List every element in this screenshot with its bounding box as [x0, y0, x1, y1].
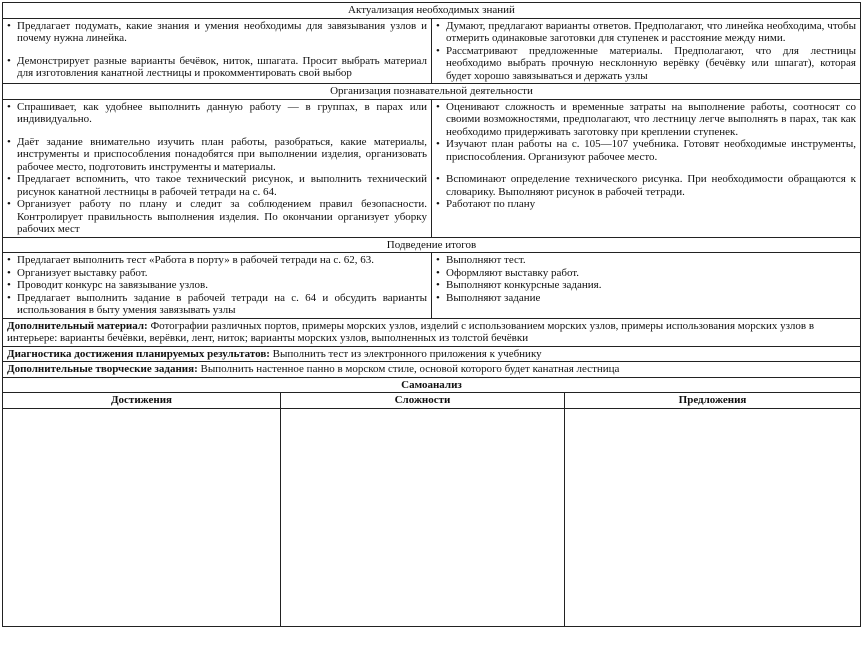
teacher-column — [3, 99, 432, 237]
list-item: • Оформляют выставку работ. — [436, 267, 856, 280]
section-title-organization: Организация познавательной деятельности — [3, 84, 861, 100]
list-item: • Вспоминают определение технического рисунка. При необходимости обращаются к словарику. Выполняют рисунок в рабочей тетради. — [436, 173, 856, 198]
teacher-column — [3, 253, 432, 319]
extra-material-row — [3, 318, 861, 346]
proposals-cell — [565, 408, 861, 626]
section-content-row — [3, 18, 861, 84]
list-item: • Выполняют конкурсные задания. — [436, 279, 856, 292]
section-title-summary: Подведение итогов — [3, 237, 861, 253]
column-header-proposals: Предложения — [565, 393, 861, 409]
section-content-row — [3, 253, 861, 319]
extra-material-text: Фотографии различных портов, примеры морских узлов, изделий с использованием морских узлов, примеры использования морских узлов в интерьере: варианты бечёвки, верёвки, лент, ниток; варианты морских узлов, выполненных из толстой бечёвки — [7, 319, 815, 344]
lesson-plan-page — [2, 2, 860, 657]
list-item: • Рассматривают предложенные материалы. Предполагают, что для лестницы необходимо выбрать прочную несклонную верёвку (бечёвку или шпагат), которая будет хорошо завязываться и держать узлы — [436, 45, 856, 83]
self-analysis-table — [2, 377, 861, 627]
difficulties-cell — [281, 408, 565, 626]
diagnostics-label: Диагностика достижения планируемых результатов: — [7, 347, 270, 360]
list-item: • Изучают план работы на с. 105—107 учебника. Готовят необходимые инструменты, приспособления. Организуют рабочее место. — [436, 138, 856, 163]
self-analysis-title-row — [3, 377, 861, 393]
list-item: • Предлагает вспомнить, что такое технический рисунок, и выполнить технический рисунок канатной лестницы в рабочей тетради на с. 64. — [7, 173, 427, 198]
list-item: • Предлагает выполнить задание в рабочей тетради на с. 64 и обсудить варианты использования в быту умения завязывать узлы — [7, 292, 427, 317]
diagnostics-cell — [3, 346, 861, 362]
extra-material-label: Дополнительный материал: — [7, 319, 148, 332]
students-column — [432, 18, 861, 84]
list-item: • Оценивают сложность и временные затраты на выполнение работы, соотносят со своими возможностями, предполагают, что лестницу легче выполнять в парах, так как необходимо придерживать заготовку при креплении ступенек. — [436, 101, 856, 139]
list-item: • Спрашивает, как удобнее выполнить данную работу — в группах, в парах или индивидуально. — [7, 101, 427, 126]
creative-text: Выполнить настенное панно в морском стиле, основой которого будет канатная лестница — [200, 363, 620, 375]
column-header-difficulties: Сложности — [281, 393, 565, 409]
achievements-cell — [3, 408, 281, 626]
list-item: • Выполняют тест. — [436, 254, 856, 267]
list-item: • Организует работу по плану и следит за соблюдением правил безопасности. Контролирует правильность выполнения изделия. По окончании организует уборку рабочих мест — [7, 198, 427, 236]
self-analysis-title: Самоанализ — [3, 377, 861, 393]
list-item: • Работают по плану — [436, 198, 856, 211]
creative-cell — [3, 362, 861, 378]
section-content-row — [3, 99, 861, 237]
diagnostics-row — [3, 346, 861, 362]
list-item: • Выполняют задание — [436, 292, 856, 305]
students-column — [432, 253, 861, 319]
section-header-row — [3, 84, 861, 100]
list-item: • Проводит конкурс на завязывание узлов. — [7, 279, 427, 292]
list-item: • Организует выставку работ. — [7, 267, 427, 280]
list-item: • Предлагает выполнить тест «Работа в порту» в рабочей тетради на с. 62, 63. — [7, 254, 427, 267]
students-column — [432, 99, 861, 237]
list-item: • Предлагает подумать, какие знания и умения необходимы для завязывания узлов и почему нужна линейка. — [7, 20, 427, 45]
section-header-row — [3, 237, 861, 253]
teacher-column — [3, 18, 432, 84]
list-item: • Думают, предлагают варианты ответов. Предполагают, что линейка необходима, чтобы отмерить одинаковые заготовки для ступенек и расстояние между ними. — [436, 20, 856, 45]
self-analysis-header-row — [3, 393, 861, 409]
list-item: • Даёт задание внимательно изучить план работы, разобраться, какие материалы, инструменты и приспособления понадобятся при выполнении изделия, организовать рабочее место, подготовить инструменты и материалы. — [7, 136, 427, 174]
creative-row — [3, 362, 861, 378]
self-analysis-empty-row — [3, 408, 861, 626]
section-header-row — [3, 3, 861, 19]
section-title-actualization: Актуализация необходимых знаний — [3, 3, 861, 19]
diagnostics-text: Выполнить тест из электронного приложения к учебнику — [272, 347, 542, 360]
list-item: • Демонстрирует разные варианты бечёвок, ниток, шпагата. Просит выбрать материал для изготовления канатной лестницы и прокомментировать свой выбор — [7, 55, 427, 80]
column-header-achievements: Достижения — [3, 393, 281, 409]
lesson-plan-table — [2, 2, 861, 378]
extra-material-cell — [3, 318, 861, 346]
creative-label: Дополнительные творческие задания: — [7, 363, 198, 375]
